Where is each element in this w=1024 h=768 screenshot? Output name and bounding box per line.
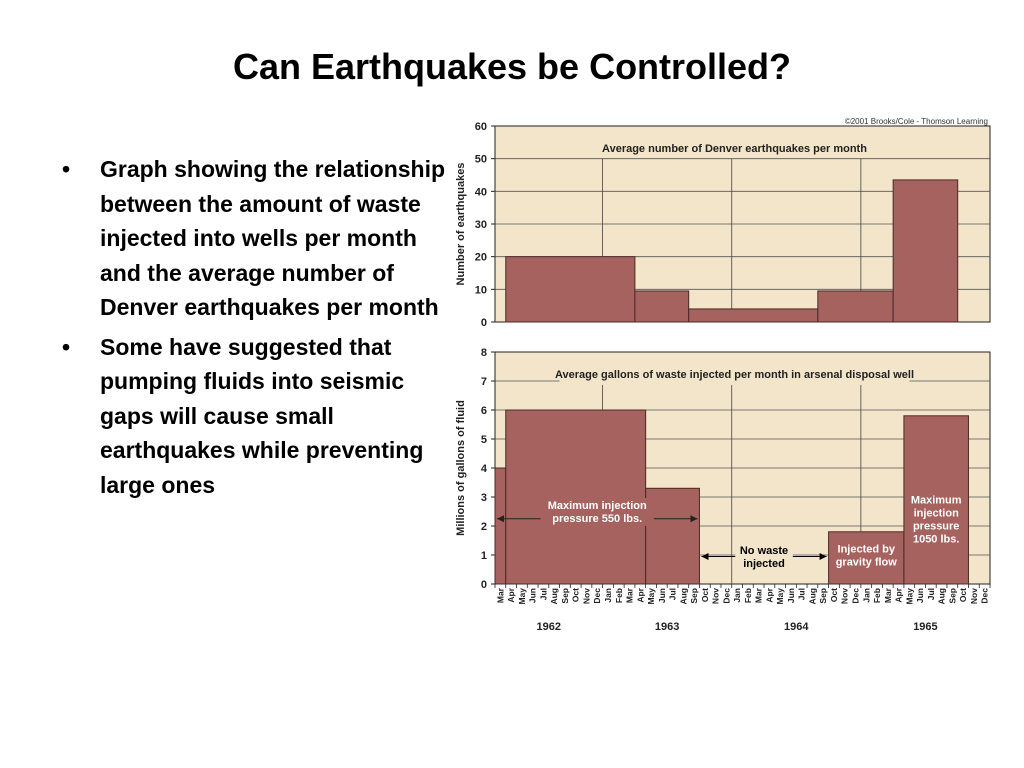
bullet-text: Graph showing the relationship between the amount of waste injected into wells per month and the average number of Denver earthquakes per month xyxy=(100,156,446,320)
x-tick-label-month: Sep xyxy=(818,588,829,604)
bullet-text: Some have suggested that pumping fluids into seismic gaps will cause small earthquakes while preventing large ones xyxy=(100,333,424,498)
annotation-label: injection xyxy=(913,507,959,520)
earthquake-chart-y-tick-label: 10 xyxy=(474,284,487,297)
x-axis-year-label: 1962 xyxy=(536,621,562,633)
injection-chart-y-tick-label: 0 xyxy=(480,579,487,591)
earthquake-chart-y-tick-label: 60 xyxy=(474,121,487,133)
x-tick-label-month: Aug xyxy=(936,588,947,605)
injection-chart-chart-title: Average gallons of waste injected per month in arsenal disposal well xyxy=(554,369,915,381)
x-tick-label-month: Jun xyxy=(785,588,796,604)
earthquake-chart-y-tick-label: 30 xyxy=(474,219,487,231)
earthquake-chart-y-tick-label: 50 xyxy=(474,153,487,166)
x-tick-label-month: Feb xyxy=(742,588,753,604)
x-tick-label-month: Jan xyxy=(861,588,872,603)
x-tick-label-month: Dec xyxy=(721,588,732,604)
x-tick-label-month: Mar xyxy=(624,588,635,604)
x-tick-label-month: May xyxy=(646,588,657,605)
x-tick-label-month: Jun xyxy=(915,588,926,604)
x-tick-label-month: Mar xyxy=(882,588,893,604)
annotation-label: Maximum xyxy=(910,494,962,507)
x-tick-label-month: Jul xyxy=(667,588,678,601)
earthquake-chart-y-tick-label: 20 xyxy=(474,251,487,264)
x-tick-label-month: Aug xyxy=(549,588,560,605)
injection-chart-y-tick-label: 7 xyxy=(480,376,487,388)
x-tick-label-month: Apr xyxy=(506,588,517,603)
annotation-label: pressure xyxy=(912,520,960,533)
x-tick-label-month: Jan xyxy=(732,588,743,603)
earthquake-chart-bar xyxy=(506,257,635,322)
annotation-label: Injected by xyxy=(837,543,895,556)
annotation-label: Maximum injection xyxy=(547,500,647,512)
x-tick-label-month: Apr xyxy=(635,588,646,603)
x-tick-label-month: May xyxy=(904,588,915,605)
earthquake-chart-bar xyxy=(635,291,689,322)
slide-title: Can Earthquakes be Controlled? xyxy=(232,46,792,87)
x-tick-label-month: Aug xyxy=(807,588,818,605)
bullet-dot-icon: • xyxy=(62,333,71,360)
x-tick-label-month: Nov xyxy=(839,588,850,605)
bullet-dot-icon: • xyxy=(62,156,71,182)
earthquake-chart-y-tick-label: 40 xyxy=(474,186,487,199)
injection-chart-bar xyxy=(495,468,506,584)
earthquake-chart-bar xyxy=(818,291,893,322)
injection-chart-y-tick-label: 2 xyxy=(480,521,487,533)
injection-chart-y-tick-label: 6 xyxy=(480,405,487,417)
x-tick-label-month: Oct xyxy=(958,588,969,603)
x-tick-label-month: Nov xyxy=(710,588,721,605)
x-tick-label-month: Dec xyxy=(592,588,603,604)
injection-chart-y-tick-label: 1 xyxy=(480,550,487,562)
earthquake-chart-bar xyxy=(689,309,818,322)
x-tick-label-month: Apr xyxy=(764,588,775,603)
injection-chart-bar xyxy=(506,410,646,584)
x-tick-label-month: Nov xyxy=(968,588,979,605)
x-tick-label-month: Jul xyxy=(925,588,936,601)
x-tick-label-month: Mar xyxy=(495,588,506,604)
x-tick-label-month: Mar xyxy=(753,588,764,604)
x-axis-year-label: 1965 xyxy=(913,621,938,633)
x-tick-label-month: Jun xyxy=(527,588,538,604)
x-axis-year-label: 1963 xyxy=(654,621,680,633)
x-tick-label-month: Jul xyxy=(796,588,807,601)
x-tick-label-month: Jul xyxy=(538,588,549,601)
earthquake-chart-y-axis-label: Number of earthquakes xyxy=(455,162,467,286)
annotation-label: gravity flow xyxy=(835,556,897,569)
earthquake-chart-bar xyxy=(893,180,958,322)
earthquake-chart-chart-title: Average number of Denver earthquakes per month xyxy=(602,143,867,155)
x-tick-label-month: Dec xyxy=(979,588,990,604)
x-tick-label-month: Oct xyxy=(570,588,581,603)
annotation-label: pressure 550 lbs. xyxy=(552,513,643,525)
x-tick-label-month: Feb xyxy=(613,588,624,604)
x-tick-label-month: Jun xyxy=(656,588,667,604)
injection-chart-y-tick-label: 4 xyxy=(480,463,487,475)
x-tick-label-month: Aug xyxy=(678,588,689,605)
injection-chart-y-tick-label: 5 xyxy=(480,434,487,446)
x-tick-label-month: May xyxy=(516,588,527,605)
annotation-label: 1050 lbs. xyxy=(912,533,960,546)
x-tick-label-month: Oct xyxy=(828,588,839,603)
x-tick-label-month: Oct xyxy=(699,588,710,603)
x-tick-label-month: Jan xyxy=(602,588,613,603)
x-tick-label-month: May xyxy=(775,588,786,605)
annotation-label: No waste xyxy=(739,544,789,557)
x-tick-label-month: Sep xyxy=(947,588,958,604)
injection-chart-y-tick-label: 8 xyxy=(480,347,487,359)
earthquake-chart-y-tick-label: 0 xyxy=(480,317,487,329)
x-tick-label-month: Sep xyxy=(559,588,570,604)
x-axis-year-label: 1964 xyxy=(784,621,809,633)
x-tick-label-month: Nov xyxy=(581,588,592,605)
x-tick-label-month: Apr xyxy=(893,588,904,603)
annotation-label: injected xyxy=(743,557,785,570)
injection-chart-y-tick-label: 3 xyxy=(480,492,487,504)
x-tick-label-month: Feb xyxy=(872,588,883,604)
copyright-notice: ©2001 Brooks/Cole - Thomson Learning xyxy=(844,117,988,126)
x-tick-label-month: Sep xyxy=(689,588,700,604)
injection-chart-y-axis-label: Millions of gallons of fluid xyxy=(455,400,467,536)
x-tick-label-month: Dec xyxy=(850,588,861,604)
